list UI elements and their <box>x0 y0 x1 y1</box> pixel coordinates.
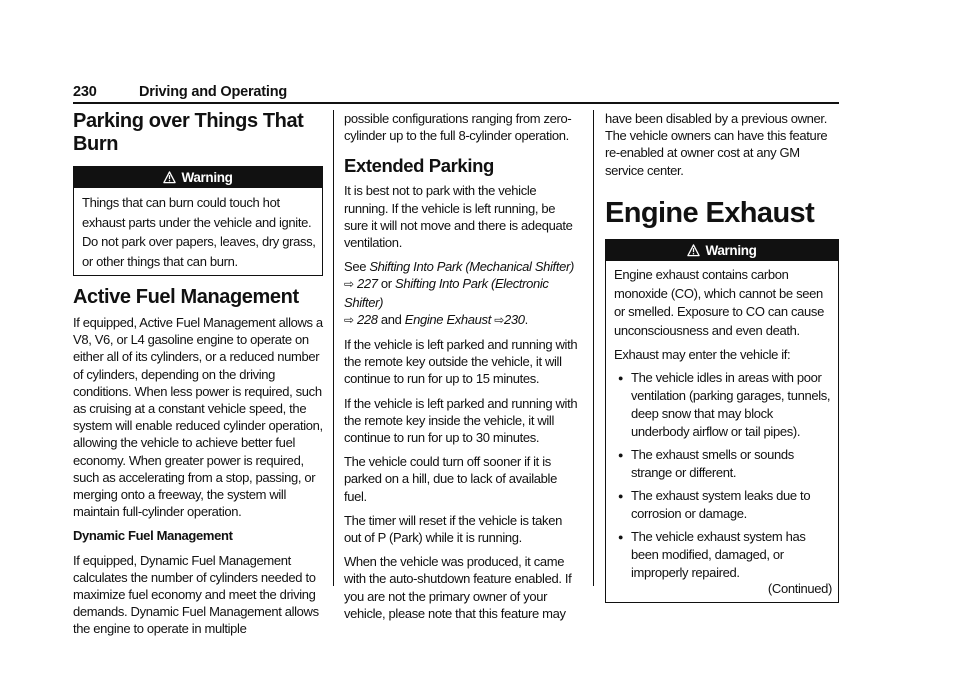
warning-label: Warning <box>705 242 757 258</box>
dfm-heading: Dynamic Fuel Management <box>73 528 233 544</box>
xref-page[interactable]: 227 <box>356 276 378 292</box>
warning-label: Warning <box>181 170 233 185</box>
exhaust-bullet: ● The exhaust system leaks due to corrosion or damage. <box>614 487 832 523</box>
exhaust-warning-box <box>605 239 839 603</box>
exhaust-bullet: ● The vehicle exhaust system has been modified, damaged, or improperly repaired. <box>614 528 832 582</box>
xref-page[interactable]: 228 <box>356 311 378 327</box>
warning-bar <box>606 240 838 261</box>
afm-title: Active Fuel Management <box>73 286 299 308</box>
column-2 <box>344 110 580 622</box>
warning-bar <box>74 167 322 188</box>
parking-warning-box <box>73 166 323 276</box>
exhaust-bullet: ● The vehicle idles in areas with poor ventilation (parking garages, tunnels, deep snow that may block underbody airflow or tail pipes). <box>614 369 832 441</box>
column-1 <box>73 110 323 638</box>
engine-exhaust-title: Engine Exhaust <box>605 196 815 229</box>
extended-p7-continued: have been disabled by a previous owner. The vehicle owners can have this feature re-enabled at owner cost at any GM service center. <box>605 111 828 178</box>
parking-title: Parking over Things That Burn <box>73 110 304 155</box>
column-divider <box>593 110 594 586</box>
warning-icon <box>163 171 176 184</box>
exhaust-warning-p1: Engine exhaust contains carbon monoxide (CO), which cannot be seen or smelled. Exposure to CO can cause unconsciousness and even death. <box>614 266 824 339</box>
xref-page[interactable]: 230 <box>503 311 525 327</box>
section-title: Driving and Operating <box>139 84 288 100</box>
column-3 <box>605 110 839 603</box>
continued-label: (Continued) <box>767 581 832 596</box>
page-number: 230 <box>73 84 97 100</box>
xref-electronic-shifter[interactable]: Shifting Into Park (Electronic Shifter) <box>344 276 549 310</box>
column-divider <box>333 110 334 586</box>
warning-text: Things that can burn could touch hot exhaust parts under the vehicle and ignite. Do not park over papers, leaves, dry grass, or other things that can burn. <box>82 195 316 269</box>
extended-p3: If the vehicle is left parked and running with the remote key outside the vehicle, it will continue to run for up to 15 minutes. <box>344 337 578 387</box>
extended-p6: The timer will reset if the vehicle is taken out of P (Park) while it is running. <box>344 512 562 546</box>
dfm-body-continued: possible configurations ranging from zero-cylinder up to the full 8-cylinder operation. <box>344 111 572 144</box>
extended-parking-title: Extended Parking <box>344 155 494 177</box>
extended-p1: It is best not to park with the vehicle running. If the vehicle is left running, be sure it will not move and there is adequate ventilation. <box>344 183 573 251</box>
afm-body: If equipped, Active Fuel Management allows a V8, V6, or L4 gasoline engine to operate on either all of its cylinders, or a reduced number of cylinders, depending on the driving conditions. When less power is required, such as cruising at a constant vehicle speed, the system will enable reduced cylinder operation, allowing the vehicle to achieve better fuel economy. When greater power is required, such as accelerating from a stop, passing, or merging onto a freeway, the system will maintain full-cylinder operation. <box>73 315 323 520</box>
extended-see-also: See Shifting Into Park (Mechanical Shifter) ⇨ 227 or Shifting Into Park (Electronic Shifter) ⇨ 228 and Engine Exhaust ⇨230. <box>344 259 574 327</box>
exhaust-warning-p2: Exhaust may enter the vehicle if: <box>614 347 791 362</box>
xref-mechanical-shifter[interactable]: Shifting Into Park (Mechanical Shifter) <box>369 259 574 275</box>
exhaust-bullet: ● The exhaust smells or sounds strange or different. <box>614 446 832 482</box>
extended-p7: When the vehicle was produced, it came with the auto-shutdown feature enabled. If you are not the primary owner of your vehicle, please note that this feature may <box>344 554 572 621</box>
page-arrow-icon: ⇨ <box>344 277 354 292</box>
xref-engine-exhaust[interactable]: Engine Exhaust <box>404 311 491 327</box>
dfm-body: If equipped, Dynamic Fuel Management calculates the number of cylinders needed to maximize fuel economy and meet the driving demands. Dynamic Fuel Management allows the engine to operate in multiple <box>73 552 319 637</box>
warning-icon <box>687 244 700 257</box>
page-arrow-icon: ⇨ <box>344 312 354 327</box>
extended-p5: The vehicle could turn off sooner if it is parked on a hill, due to lack of available fuel. <box>344 454 557 504</box>
page-arrow-icon: ⇨ <box>494 312 504 327</box>
page-header <box>73 84 839 104</box>
extended-p4: If the vehicle is left parked and running with the remote key inside the vehicle, it will continue to run for up to 30 minutes. <box>344 395 578 446</box>
